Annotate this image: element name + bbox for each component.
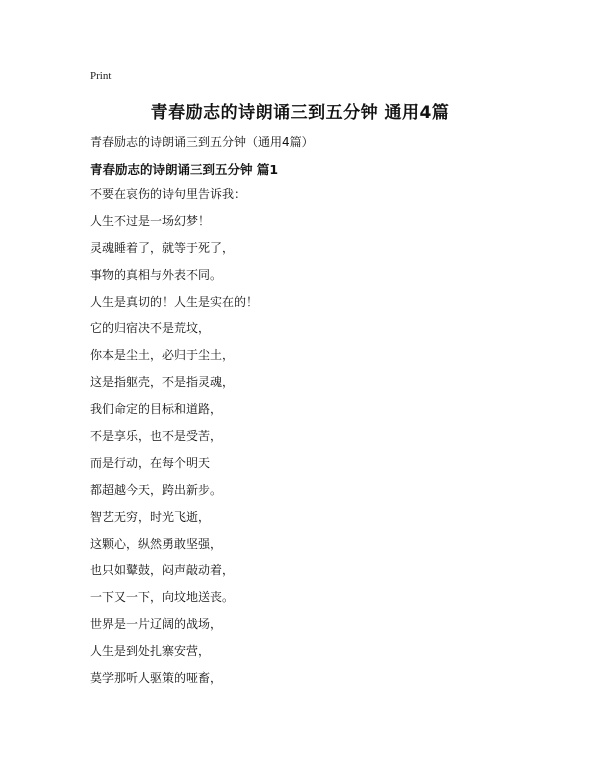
poem-line: 而是行动，在每个明天 xyxy=(90,455,211,470)
poem-line: 这是指躯壳，不是指灵魂， xyxy=(90,375,235,390)
poem-line: 都超越今天，跨出新步。 xyxy=(90,482,223,497)
poem-line: 也只如鼙鼓，闷声敲动着， xyxy=(90,563,235,578)
page-title: 青春励志的诗朗诵三到五分钟 通用4篇 xyxy=(150,103,450,123)
poem-line: 一下又一下，向坟地送丧。 xyxy=(90,590,235,605)
section-heading: 青春励志的诗朗诵三到五分钟 篇1 xyxy=(90,162,279,177)
poem-line: 灵魂睡着了，就等于死了， xyxy=(90,240,235,255)
poem-line: 世界是一片辽阔的战场， xyxy=(90,617,223,632)
poem-line: 智艺无穷，时光飞逝， xyxy=(90,509,211,524)
poem-line: 莫学那听人驱策的哑畜， xyxy=(90,671,223,686)
poem-line: 我们命定的目标和道路， xyxy=(90,402,223,417)
poem-line: 你本是尘土，必归于尘土， xyxy=(90,348,235,363)
poem-line: 事物的真相与外表不同。 xyxy=(90,267,223,282)
poem-body xyxy=(90,186,258,697)
document-subtitle: 青春励志的诗朗诵三到五分钟（通用4篇） xyxy=(90,135,314,149)
print-label[interactable]: Print xyxy=(90,70,112,82)
poem-line: 它的归宿决不是荒坟， xyxy=(90,321,211,336)
poem-line: 人生是到处扎寨安营， xyxy=(90,644,211,659)
poem-line: 不是享乐，也不是受苦， xyxy=(90,429,223,444)
poem-line: 人生不过是一场幻梦！ xyxy=(90,213,211,228)
poem-line: 这颗心，纵然勇敢坚强， xyxy=(90,536,223,551)
poem-line: 不要在哀伤的诗句里告诉我： xyxy=(90,187,247,201)
poem-line: 人生是真切的！人生是实在的！ xyxy=(90,294,259,309)
